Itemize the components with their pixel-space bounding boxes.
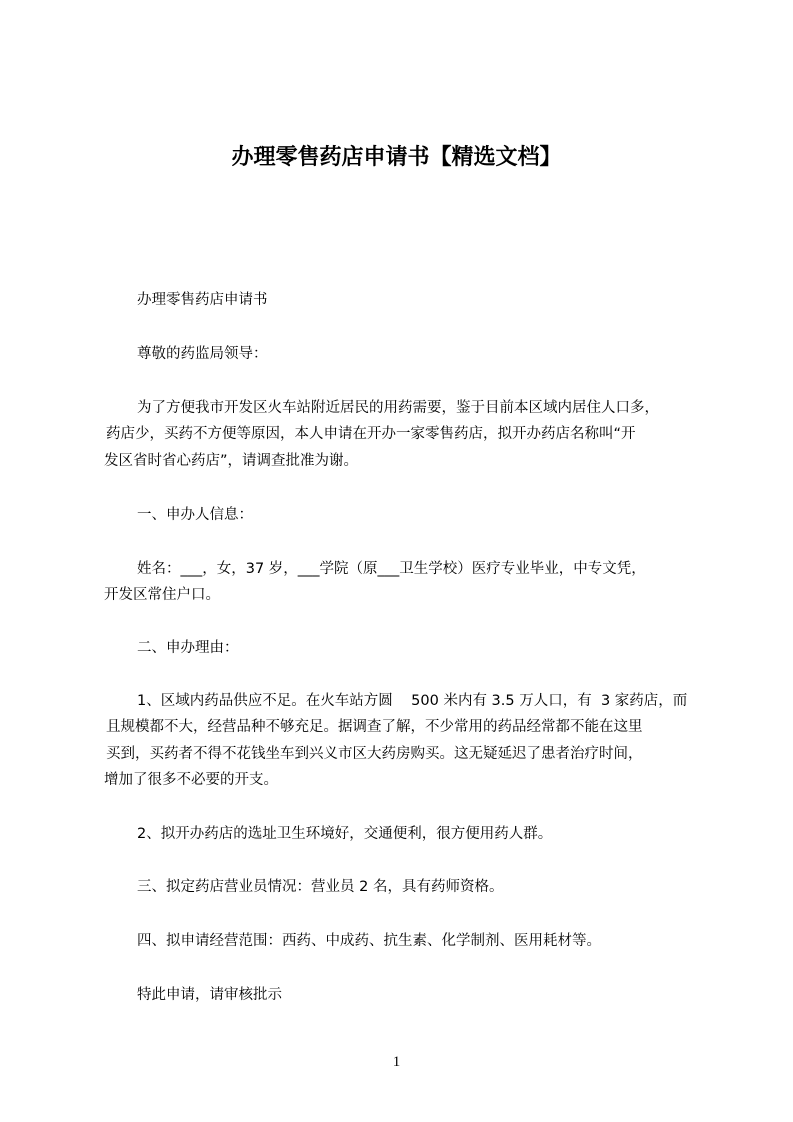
text-line: 买到，买药者不得不花钱坐车到兴义市区大药房购买。这无疑延迟了患者治疗时间， <box>106 746 643 762</box>
text-line: 一、申办人信息： <box>137 507 253 523</box>
text-line: 尊敬的药监局领导： <box>137 346 268 362</box>
text-line: 2、拟开办药店的选址卫生环境好，交通便利，很方便用药人群。 <box>137 826 553 842</box>
text-line: 发区省时省心药店”，请调查批准为谢。 <box>104 453 359 469</box>
text-line: 为了方便我市开发区火车站附近居民的用药需要，鉴于目前本区域内居住人口多， <box>137 400 659 416</box>
text-line: 增加了很多不必要的开支。 <box>104 772 278 788</box>
text-line: 办理零售药店申请书 <box>137 292 268 308</box>
text-line: 开发区常住户口。 <box>104 587 220 603</box>
text-line: 特此申请，请审核批示 <box>137 987 282 1003</box>
text-line: 三、拟定药店营业员情况：营业员 2 名，具有药师资格。 <box>137 879 504 895</box>
page-number: 1 <box>392 1054 401 1070</box>
text-line: 且规模都不大，经营品种不够充足。据调查了解，不少常用的药品经常都不能在这里 <box>106 719 643 735</box>
text-line: 1、区域内药品供应不足。在火车站方圆 500 米内有 3.5 万人口，有 3 家药店，而 <box>137 693 688 709</box>
text-line: 姓名：___，女，37 岁，___学院（原___卫生学校）医疗专业毕业，中专文凭， <box>137 561 646 577</box>
text-line: 四、拟申请经营范围：西药、中成药、抗生素、化学制剂、医用耗材等。 <box>137 933 601 949</box>
text-line: 药店少，买药不方便等原因，本人申请在开办一家零售药店，拟开办药店名称叫“开 <box>106 426 636 442</box>
document-title: 办理零售药店申请书【精选文档】 <box>231 145 562 170</box>
text-line: 二、申办理由： <box>137 640 239 656</box>
